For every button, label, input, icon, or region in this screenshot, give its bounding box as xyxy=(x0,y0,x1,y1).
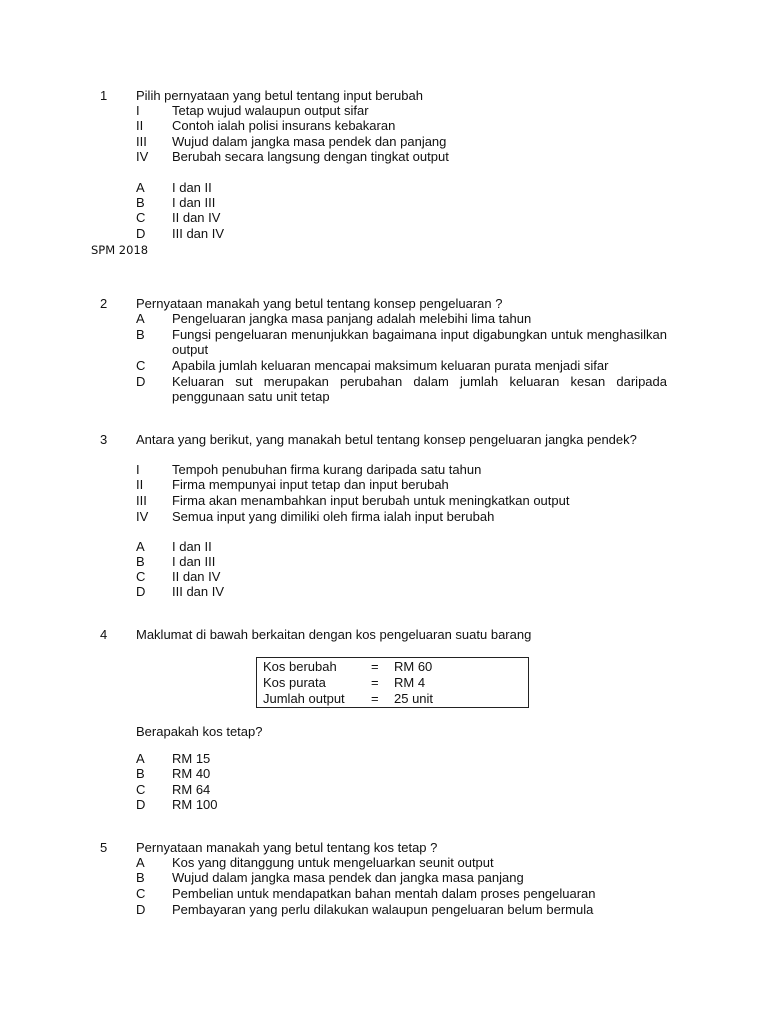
option-text: RM 100 xyxy=(172,797,218,812)
info-value: 25 unit xyxy=(394,691,434,706)
option-label: D xyxy=(136,374,146,389)
statement-text: Tetap wujud walaupun output sifar xyxy=(172,103,369,118)
statement-text: Firma mempunyai input tetap dan input berubah xyxy=(172,477,449,492)
option-text: Keluaran sut merupakan perubahan dalam jumlah keluaran kesan daripada penggunaan satu unit tetap xyxy=(172,374,667,404)
question-stem: Pernyataan manakah yang betul tentang konsep pengeluaran ? xyxy=(136,296,503,311)
statement-label: I xyxy=(136,103,140,118)
info-value: RM 60 xyxy=(394,659,433,674)
question-stem: Maklumat di bawah berkaitan dengan kos pengeluaran suatu barang xyxy=(136,627,532,642)
option-text: Fungsi pengeluaran menunjukkan bagaimana input digabungkan untuk menghasilkan output xyxy=(172,327,667,357)
option-label: A xyxy=(136,311,145,326)
sub-question: Berapakah kos tetap? xyxy=(136,724,263,739)
statement-label: III xyxy=(136,493,147,508)
option-label: B xyxy=(136,327,145,342)
option-label: C xyxy=(136,358,146,373)
option-text: III dan IV xyxy=(172,226,225,241)
info-item: Kos purata xyxy=(263,675,326,690)
question-number: 2 xyxy=(100,296,108,311)
option-text: II dan IV xyxy=(172,210,221,225)
statement-label: IV xyxy=(136,509,149,524)
question-number: 4 xyxy=(100,627,108,642)
option-text: II dan IV xyxy=(172,569,221,584)
option-label: B xyxy=(136,195,145,210)
question-number: 5 xyxy=(100,840,108,855)
option-text: Pengeluaran jangka masa panjang adalah melebihi lima tahun xyxy=(172,311,532,326)
statement-text: Wujud dalam jangka masa pendek dan panjang xyxy=(172,134,447,149)
statement-label: IV xyxy=(136,149,149,164)
source-note: SPM 2018 xyxy=(91,243,149,257)
option-text: I dan III xyxy=(172,195,216,210)
statement-text: Berubah secara langsung dengan tingkat output xyxy=(172,149,449,164)
info-item: Kos berubah xyxy=(263,659,337,674)
option-label: A xyxy=(136,180,145,195)
statement-label: I xyxy=(136,462,140,477)
info-sign: = xyxy=(371,659,379,674)
option-text: RM 64 xyxy=(172,782,211,797)
option-label: B xyxy=(136,554,145,569)
info-item: Jumlah output xyxy=(263,691,345,706)
statement-label: II xyxy=(136,477,144,492)
option-label: C xyxy=(136,782,146,797)
option-text: Pembayaran yang perlu dilakukan walaupun pengeluaran belum bermula xyxy=(172,902,594,917)
option-label: D xyxy=(136,226,146,241)
statement-label: III xyxy=(136,134,147,149)
option-text: I dan II xyxy=(172,539,212,554)
option-text: Pembelian untuk mendapatkan bahan mentah dalam proses pengeluaran xyxy=(172,886,596,901)
info-value: RM 4 xyxy=(394,675,426,690)
question-stem: Pilih pernyataan yang betul tentang input berubah xyxy=(136,88,423,103)
option-label: B xyxy=(136,870,145,885)
question-stem: Pernyataan manakah yang betul tentang kos tetap ? xyxy=(136,840,438,855)
option-label: C xyxy=(136,210,146,225)
option-text: RM 15 xyxy=(172,751,211,766)
option-text: Kos yang ditanggung untuk mengeluarkan seunit output xyxy=(172,855,494,870)
option-label: A xyxy=(136,751,145,766)
option-label: B xyxy=(136,766,145,781)
option-label: D xyxy=(136,797,146,812)
statement-text: Firma akan menambahkan input berubah untuk meningkatkan output xyxy=(172,493,570,508)
option-text: Apabila jumlah keluaran mencapai maksimum keluaran purata menjadi sifar xyxy=(172,358,609,373)
option-label: A xyxy=(136,539,145,554)
statement-text: Contoh ialah polisi insurans kebakaran xyxy=(172,118,396,133)
option-text: I dan II xyxy=(172,180,212,195)
option-label: D xyxy=(136,902,146,917)
cost-info-box xyxy=(256,657,529,708)
info-sign: = xyxy=(371,675,379,690)
option-label: D xyxy=(136,584,146,599)
question-stem: Antara yang berikut, yang manakah betul tentang konsep pengeluaran jangka pendek? xyxy=(136,432,637,447)
option-text: I dan III xyxy=(172,554,216,569)
info-sign: = xyxy=(371,691,379,706)
option-label: C xyxy=(136,886,146,901)
option-text: Wujud dalam jangka masa pendek dan jangka masa panjang xyxy=(172,870,524,885)
statement-text: Semua input yang dimiliki oleh firma ialah input berubah xyxy=(172,509,495,524)
option-label: C xyxy=(136,569,146,584)
statement-label: II xyxy=(136,118,144,133)
option-text: III dan IV xyxy=(172,584,225,599)
option-label: A xyxy=(136,855,145,870)
statement-text: Tempoh penubuhan firma kurang daripada satu tahun xyxy=(172,462,482,477)
option-text: RM 40 xyxy=(172,766,211,781)
question-number: 3 xyxy=(100,432,108,447)
question-number: 1 xyxy=(100,88,108,103)
